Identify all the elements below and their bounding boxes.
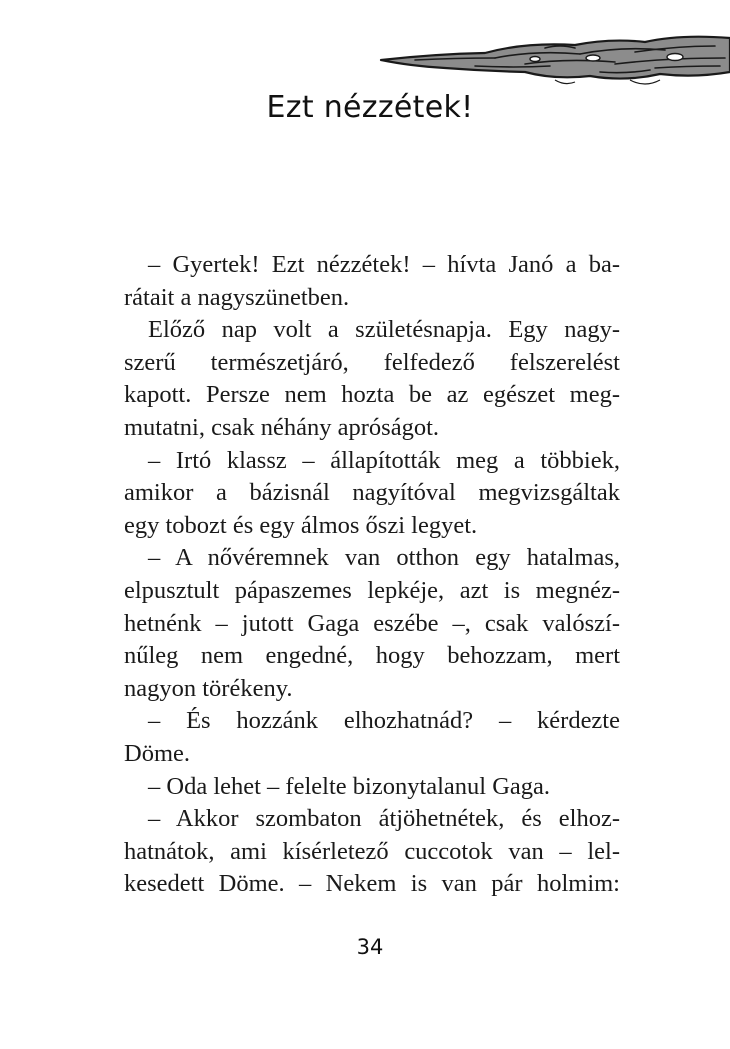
page-number: 34 [356,935,384,959]
body-text [124,249,620,901]
paragraph-line: hatnátok, ami kísérletező cuccotok van – lel- [124,837,620,865]
paragraph-first-line: – A nővéremnek van otthon egy hatalmas, [148,544,620,572]
paragraph-line: kapott. Persze nem hozta be az egészet meg- [124,381,620,409]
paragraph-line: rátait a nagyszünetben. [124,283,350,311]
paragraph-line: egy tobozt és egy álmos őszi legyet. [124,511,478,539]
paragraph-line: kesedett Döme. – Nekem is van pár holmim: [124,870,620,898]
paragraph-line: nűleg nem engedné, hogy behozzam, mert [124,642,620,670]
paragraph-line: elpusztult pápaszemes lepkéje, azt is megnéz- [124,576,620,604]
paragraph-first-line: – Irtó klassz – állapították meg a többiek, [148,446,620,474]
paragraph-first-line: – Oda lehet – felelte bizonytalanul Gaga. [148,772,551,800]
paragraph-line: szerű természetjáró, felfedező felszerelést [124,348,620,376]
paragraph-first-line: – Gyertek! Ezt nézzétek! – hívta Janó a ba- [148,251,620,278]
paragraph-first-line: – És hozzánk elhozhatnád? – kérdezte [148,707,620,735]
paragraph-line: nagyon törékeny. [124,674,293,702]
paragraph-first-line: – Akkor szombaton átjöhetnétek, és elhoz- [148,805,620,833]
paragraph-line: mutatni, csak néhány apróságot. [124,413,440,441]
paragraph-line: hetnénk – jutott Gaga eszébe –, csak valószí- [124,609,620,637]
page-title: Ezt nézzétek! [266,90,474,125]
paragraph-first-line: Előző nap volt a születésnapja. Egy nagy- [148,316,620,344]
paragraph-line: Döme. [124,739,190,767]
paragraph-line: amikor a bázisnál nagyítóval megvizsgáltak [124,479,620,507]
